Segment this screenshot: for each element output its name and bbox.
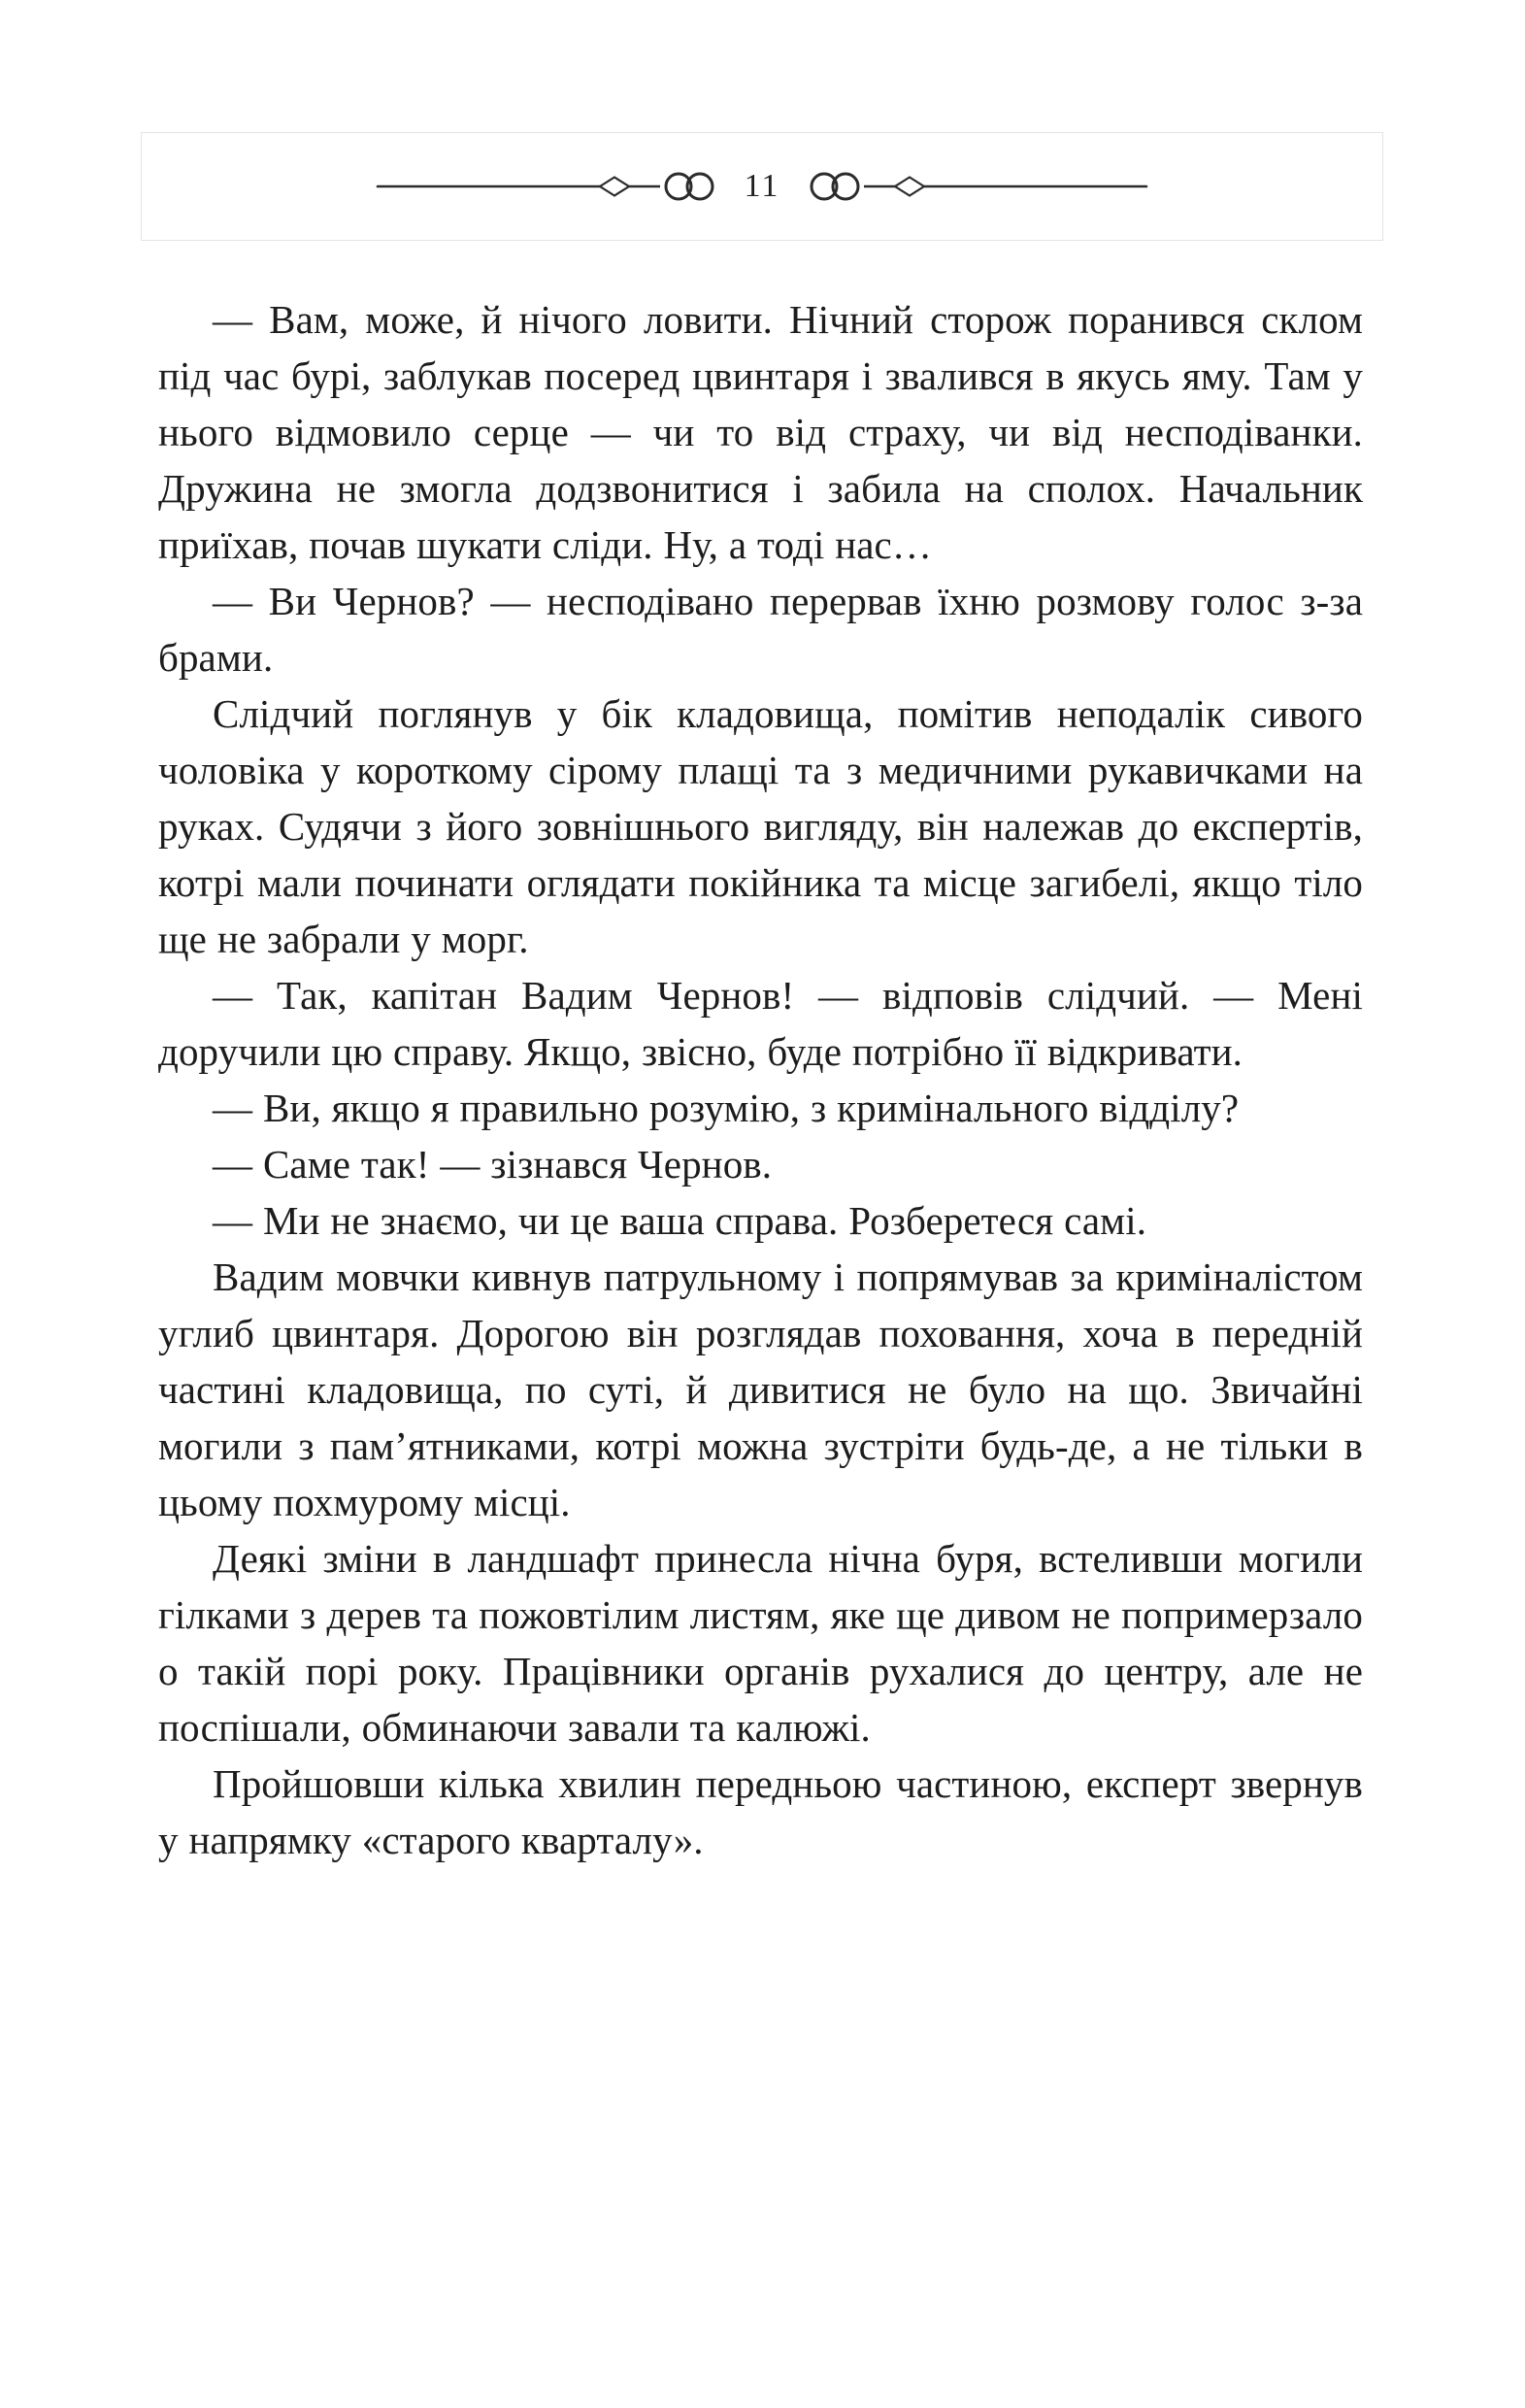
- page-number: 11: [744, 168, 780, 204]
- paragraph: Деякі зміни в ландшафт принесла нічна буря, встеливши могили гілками з дерев та пожовтілим листям, яке ще дивом не попримерзало о такій порі року. Працівники органів рухалися до центру, але не поспішали, обминаючи завали та калюжі.: [158, 1536, 1363, 1750]
- flourish-right-icon: [809, 167, 1148, 206]
- paragraph: Пройшовши кілька хвилин передньою частиною, експерт звернув у напрямку «старого кварталу».: [158, 1761, 1363, 1862]
- paragraph: — Вам, може, й нічого ловити. Нічний сторож поранився склом під час бурі, заблукав посеред цвинтаря і звалився в якусь яму. Там у нього відмовило серце — чи то від страху, чи від несподіванки. Дружина не змогла додзвонитися і забила на сполох. Начальник приїхав, почав шукати сліди. Ну, а тоді нас…: [158, 297, 1363, 567]
- paragraph: — Ми не знаємо, чи це ваша справа. Розберетеся самі.: [213, 1198, 1147, 1243]
- paragraph: Слідчий поглянув у бік кладовища, помітив неподалік сивого чоловіка у короткому сірому плащі та з медичними рукавичками на руках. Судячи з його зовнішнього вигляду, він належав до експертів, котрі мали починати оглядати покійника та місце загибелі, якщо тіло ще не забрали у морг.: [158, 691, 1363, 961]
- flourish-left-icon: [376, 167, 715, 206]
- paragraph: Вадим мовчки кивнув патрульному і попрямував за криміналістом углиб цвинтаря. Дорогою він розглядав поховання, хоча в передній частині кладовища, по суті, й дивитися не було на що. Звичайні могили з пам’ятниками, котрі можна зустріти будь-де, а не тільки в цьому похмурому місці.: [158, 1254, 1363, 1524]
- text-block: [158, 291, 1363, 1868]
- page-header: [141, 132, 1383, 241]
- paragraph: — Так, капітан Вадим Чернов! — відповів слідчий. — Мені доручили цю справу. Якщо, звісно, буде потрібно її відкривати.: [158, 973, 1363, 1074]
- paragraph: — Ви, якщо я правильно розумію, з кримінального відділу?: [213, 1086, 1240, 1130]
- paragraph: — Саме так! — зізнався Чернов.: [213, 1142, 773, 1187]
- paragraph: — Ви Чернов? — несподівано перервав їхню розмову голос з-за брами.: [158, 579, 1363, 680]
